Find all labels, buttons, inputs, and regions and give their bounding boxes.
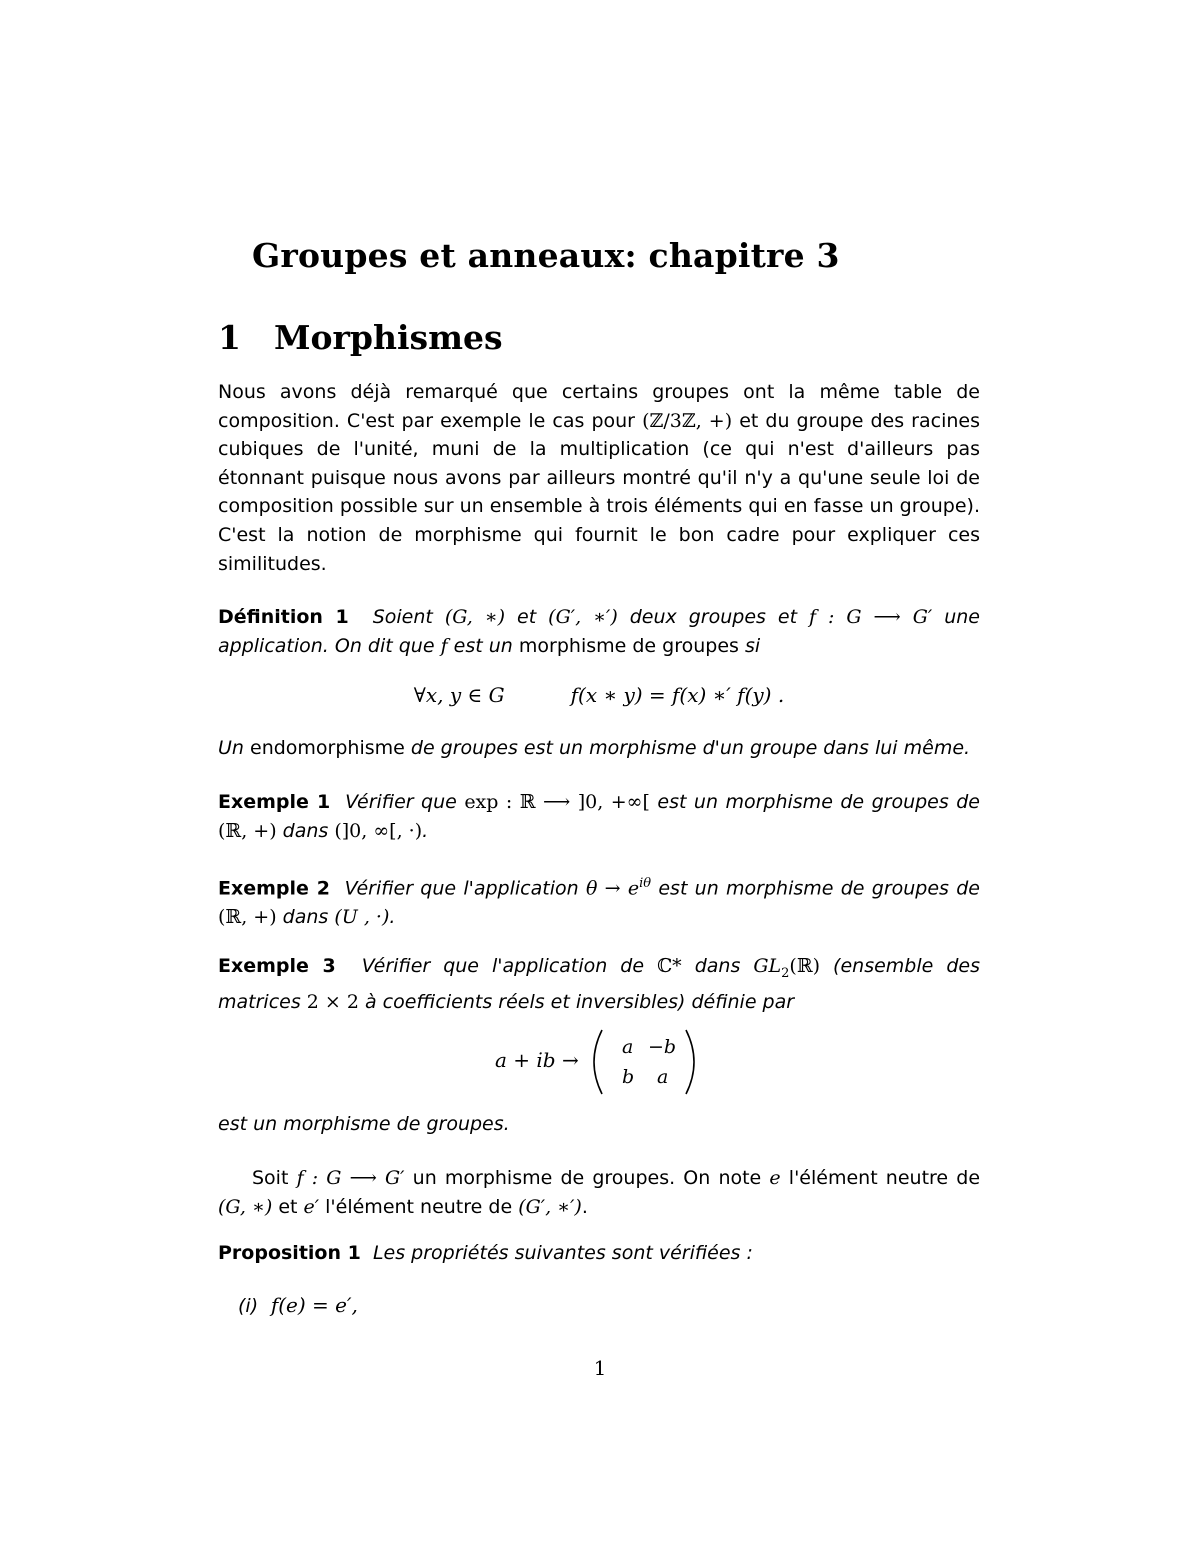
example-2-math-3: (U , ·) [334, 905, 390, 928]
endo-text-1: Un [218, 737, 250, 759]
intro-math-group: (ℤ/3ℤ, +) [642, 409, 733, 432]
example-3-text-1: Vérifier que l'application de [361, 955, 658, 977]
example-1-text-2: est un morphisme de groupes de [649, 791, 980, 813]
endo-term: endomorphisme [250, 737, 405, 759]
soit-paragraph [218, 1164, 980, 1221]
example-1-math-3: (]0, ∞[, ·) [334, 819, 423, 842]
definition-text-1: Soient [372, 606, 445, 628]
definition-text-6: si [738, 634, 761, 657]
matrix-svg [218, 1022, 980, 1102]
example-2-text-4: . [389, 905, 396, 928]
example-2-text-1: Vérifier que l'application [344, 877, 586, 900]
formula-right: f(x ∗ y) = f(x) ∗′ f(y) . [570, 683, 785, 707]
example-2 [218, 870, 980, 932]
formula-left: ∀x, y ∈ G [413, 683, 505, 707]
example-3-subscript: 2 [781, 965, 790, 981]
example-2-label: Exemple 2 [218, 877, 330, 900]
example-3-math-4: 2 × 2 [306, 991, 359, 1014]
matrix-cell: a [622, 1036, 634, 1058]
definition-text-2: et [505, 606, 549, 628]
example-3-conclusion: est un morphisme de groupes. [218, 1113, 510, 1135]
item-label: (i) [238, 1295, 259, 1317]
matrix-formula [218, 1022, 980, 1102]
proposition-label: Proposition 1 [218, 1242, 361, 1264]
example-3-text-2: dans [681, 955, 754, 977]
proposition-item-i [238, 1292, 358, 1321]
proposition-1 [218, 1239, 980, 1268]
soit-math-1: f : G ⟶ G′ [296, 1167, 405, 1189]
matrix-cell: b [622, 1066, 635, 1088]
definition-text-4: une application. On dit que [218, 606, 980, 657]
soit-math-4: e′ [303, 1195, 320, 1218]
matrix-cell: −b [648, 1036, 677, 1058]
soit-math-2: e [769, 1167, 781, 1189]
soit-text-1: Soit [252, 1167, 297, 1189]
definition-term: morphisme de groupes [518, 634, 739, 657]
definition-math-4: f [440, 634, 448, 657]
left-paren [594, 1030, 602, 1094]
definition-text-3: deux groupes et [617, 606, 809, 628]
example-1-text-4: . [422, 819, 429, 842]
definition-formula [218, 683, 980, 707]
intro-text-2: et du groupe des racines cubiques de l'unité, muni de la multiplication (ce qui n'est d'ailleurs pas étonnant puisque nous avons par ailleurs montré qu'il n'y a qu'une seule loi de composition possible sur un ensemble à trois éléments qui en fasse un groupe). C'est la notion de morphisme qui fournit le bon cadre pour expliquer ces similitudes. [218, 409, 980, 575]
definition-math-2: (G′, ∗′) [548, 606, 618, 628]
example-3-math-2: GL [753, 955, 782, 977]
matrix-lhs: a + ib → [495, 1048, 579, 1072]
example-1-math-1: exp : ℝ ⟶ ]0, +∞[ [464, 791, 650, 813]
soit-text-4: et [272, 1195, 304, 1218]
soit-text-6: . [581, 1195, 588, 1218]
section-title: Morphismes [274, 318, 503, 357]
soit-math-3: (G, ∗) [218, 1195, 273, 1218]
example-3 [218, 952, 980, 1017]
example-1 [218, 788, 980, 845]
endomorphism-sentence [218, 734, 980, 763]
example-2-superscript: iθ [639, 876, 652, 891]
example-3-label: Exemple 3 [218, 955, 336, 977]
proposition-text: Les propriétés suivantes sont vérifiées : [372, 1242, 753, 1264]
definition-math-3: f : G ⟶ G′ [809, 606, 933, 628]
right-paren [686, 1030, 694, 1094]
section-heading [218, 318, 980, 357]
example-1-label: Exemple 1 [218, 791, 331, 813]
example-3-text-3: (ensemble des matrices [218, 955, 980, 1014]
soit-text-2: un morphisme de groupes. On note [404, 1167, 770, 1189]
definition-1 [218, 603, 980, 660]
soit-math-5: (G′, ∗′) [518, 1195, 582, 1218]
item-math: f(e) = e′, [270, 1293, 358, 1317]
example-3-math-1: ℂ* [657, 955, 682, 977]
document-title: Groupes et anneaux: chapitre 3 [252, 236, 840, 275]
section-number: 1 [218, 318, 241, 357]
intro-paragraph [218, 378, 980, 578]
example-2-text-3: dans [276, 905, 335, 928]
example-1-text-3: dans [276, 819, 335, 842]
example-1-text-1: Vérifier que [345, 791, 465, 813]
endo-text-2: de groupes est un morphisme d'un groupe dans lui même. [404, 737, 971, 759]
soit-text-3: l'élément neutre de [780, 1167, 981, 1189]
page-number: 1 [593, 1356, 607, 1380]
definition-text-5: est un [447, 634, 519, 657]
matrix-cell: a [657, 1066, 669, 1088]
example-2-math-1: θ → e [585, 877, 640, 900]
example-2-math-2: (ℝ, +) [218, 905, 277, 928]
intro-text-1: Nous avons déjà remarqué que certains groupes ont la même table de composition. C'est par exemple le cas pour [218, 381, 980, 432]
example-3-math-3: (ℝ) [789, 955, 821, 977]
example-2-text-2: est un morphisme de groupes de [651, 877, 980, 900]
example-3-text-4: à coefficients réels et inversibles) définie par [358, 991, 795, 1014]
example-1-math-2: (ℝ, +) [218, 819, 277, 842]
definition-math-1: (G, ∗) [444, 606, 506, 628]
soit-text-5: l'élément neutre de [319, 1195, 519, 1218]
definition-label: Définition 1 [218, 606, 349, 628]
